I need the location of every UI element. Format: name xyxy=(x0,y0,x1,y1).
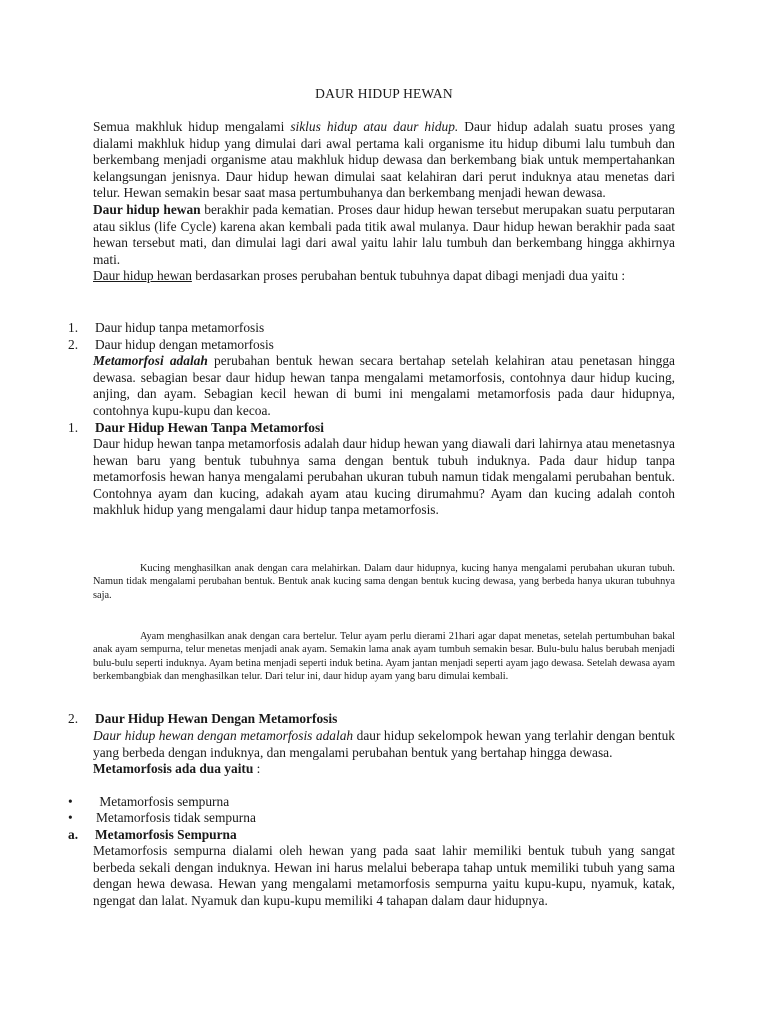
intro-paragraph-3-text: berdasarkan proses perubahan bentuk tubuhnya dapat dibagi menjadi dua yaitu : xyxy=(191,268,626,284)
section-number: 2. xyxy=(68,711,79,726)
section-a-body xyxy=(93,843,675,909)
bullet-icon: • xyxy=(68,794,73,809)
section-heading-text: Daur Hidup Hewan Dengan Metamorfosis xyxy=(95,711,338,726)
section-heading-text: Daur Hidup Hewan Tanpa Metamorfosi xyxy=(95,420,324,435)
bullet-text: Metamorfosis tidak sempurna xyxy=(96,810,256,825)
section-2-text: daur hidup sekelompok hewan yang terlahir dengan bentuk yang berbeda dengan induknya, dan mengalami perubahan bentuk yang bertahap hingga dewasa. xyxy=(93,728,675,760)
section-letter: a. xyxy=(68,827,79,842)
list-text: Daur hidup tanpa metamorfosis xyxy=(95,320,265,335)
section-2-italic: Daur hidup hewan dengan metamorfosis adalah xyxy=(93,728,354,743)
intro-section xyxy=(93,119,675,285)
intro-text: Semua makhluk hidup mengalami xyxy=(93,119,291,134)
section-a-paragraph: Metamorfosis sempurna dialami oleh hewan yang pada saat lahir memiliki bentuk tubuh yang sangat berbeda sekali dengan induknya. Hewan ini harus melalui beberapa tahap untuk memiliki tubuh yang sama dengan hewa dewasa. Hewan yang mengalami metamorfosis sempurna yaitu kupu-kupu, nyamuk, katak, ngengat dan lalat. Nyamuk dan kupu-kupu memiliki 4 tahapan dalam daur hidupnya. xyxy=(93,843,675,908)
list-number: 2. xyxy=(68,337,79,352)
list-number: 1. xyxy=(68,320,79,335)
daur-hidup-hewan-underline: Daur hidup hewan xyxy=(93,268,192,284)
cat-caption xyxy=(93,562,675,602)
section-1-body xyxy=(93,436,675,519)
intro-italic: siklus hidup atau daur hidup. xyxy=(290,119,459,134)
chicken-caption-text: Ayam menghasilkan anak dengan cara bertelur. Telur ayam perlu dierami 21hari agar dapat menetas, setelah pertumbuhan bakal anak ayam sempurna, telur menetas menjadi anak ayam. Semakin lama anak ayam tumbuh semakin besar. Bulu-bulu halus berubah menjadi bulu-bulu seperti induknya. Ayam betina menjadi seperti induk betina. Ayam jantan menjadi seperti ayam jago dewasa. Setelah dewasa ayam berkembangbiak dan menghasilkan telur. Dari telur ini, daur hidup ayam yang baru dimulai kembali. xyxy=(93,631,675,682)
bullet-item xyxy=(68,794,229,811)
intro-paragraph-2 xyxy=(93,202,675,268)
two-types-bold: Metamorfosis ada dua yaitu xyxy=(93,761,254,777)
section-heading-a xyxy=(68,827,237,844)
intro-text-cont: Daur hidup adalah suatu proses yang dialami makhluk hidup yang dimulai dari awal pertama kali organisme itu hidup dibumi lalu tumbuh dan berkembang menjadi organisme atau makhluk hidup dewasa dan berkembang biak untuk mempertahankan kelangsungan jenisnya. Daur hidup hewan dimulai saat kelahiran dari perut induknya atau menetas dari telur. Hewan semakin besar saat masa pertumbuhanya dan berkembang menjadi hewan dewasa. xyxy=(93,119,675,201)
cat-caption-text: Kucing menghasilkan anak dengan cara melahirkan. Dalam daur hidupnya, kucing hanya mengalami perubahan ukuran tubuh. Namun tidak mengalami perubahan bentuk. Bentuk anak kucing sama dengan bentuk kucing dewasa, yang berbeda hanya ukuran tubuhnya saja. xyxy=(93,563,675,601)
list-item xyxy=(68,320,264,337)
metamorfosis-definition xyxy=(93,353,675,419)
bullet-text: Metamorfosis sempurna xyxy=(96,794,230,809)
two-types-colon: : xyxy=(253,761,261,777)
list-text: Daur hidup dengan metamorfosis xyxy=(95,337,274,352)
section-number: 1. xyxy=(68,420,79,435)
list-item xyxy=(68,337,274,354)
intro-paragraph-2-text: berakhir pada kematian. Proses daur hidup hewan tersebut merupakan suatu perputaran atau siklus (life Cycle) karena akan kembali pada titik awal mulanya. Daur hidup hewan berakhir pada saat hewan tersebut mati, dan dimulai lagi dari awal yaitu lahir lalu tumbuh dan berkembang hingga akhirnya mati. xyxy=(93,201,675,267)
section-1-paragraph: Daur hidup hewan tanpa metamorfosis adalah daur hidup hewan yang diawali dari lahirnya atau menetasnya hewan baru yang bentuk tubuhnya sama dengan bentuk tubuh induknya. Pada daur hidup tanpa metamorfosis hewan hanya mengalami perubahan ukuran tubuh namun tidak mengalami perubahan bentuk. Contohnya ayam dan kucing, adakah ayam atau kucing dirumahmu? Ayam dan kucing adalah contoh makhluk hidup yang mengalami daur hidup tanpa metamorfosis. xyxy=(93,436,675,518)
definition-term: Metamorfosi adalah xyxy=(93,353,208,368)
daur-hidup-hewan-bold: Daur hidup hewan xyxy=(93,201,201,217)
section-heading-text: Metamorfosis Sempurna xyxy=(95,827,237,842)
chicken-caption xyxy=(93,630,675,683)
bullet-icon: • xyxy=(68,810,73,825)
section-2-body xyxy=(93,728,675,778)
intro-paragraph-1 xyxy=(93,119,675,202)
intro-paragraph-3 xyxy=(93,268,675,285)
definition-text: perubahan bentuk hewan secara bertahap setelah kelahiran atau penetasan hingga dewasa. sebagian besar daur hidup hewan tanpa mengalami metamorfosis, contohnya daur hidup kucing, anjing, dan ayam. Sebagian kecil hewan di bumi ini mengalami metamorfosis pada daur hidupnya, contohnya kupu-kupu dan kecoa. xyxy=(93,353,675,418)
bullet-item xyxy=(68,810,256,827)
section-heading-1 xyxy=(68,420,324,437)
section-heading-2 xyxy=(68,711,337,728)
document-title: DAUR HIDUP HEWAN xyxy=(315,86,453,101)
